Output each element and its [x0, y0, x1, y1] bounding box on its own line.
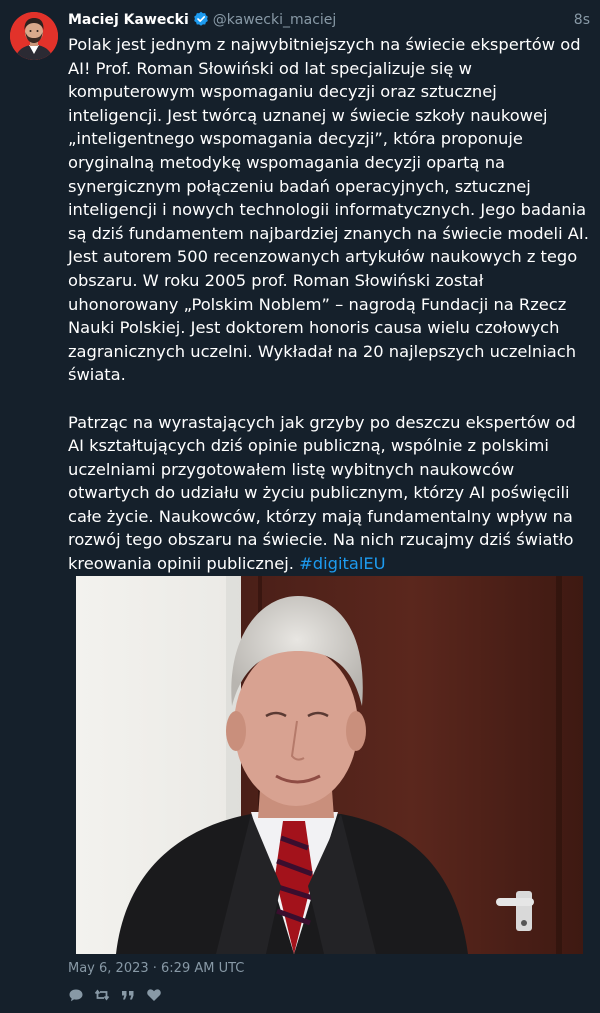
tweet-header: [68, 9, 590, 31]
comment-icon[interactable]: [68, 987, 84, 1003]
tweet-photo[interactable]: [76, 576, 583, 954]
verified-badge-icon: [193, 11, 209, 27]
tweet-text: [68, 33, 590, 576]
tweet-paragraph-2-text: Patrząc na wyrastających jak grzyby po deszczu ekspertów od AI kształtujących dziś opinie publiczną, wspólnie z polskimi uczelniami przygotowałem listę wybitnych naukowców otwartych do udziału w życiu publicznym, którzy AI poświęcili całe życie. Naukowców, którzy mają fundamentalny wpływ na rozwój tego obszaru na świecie. Na nich rzucajmy dziś światło kreowania opinii publicznej.: [68, 412, 576, 574]
tweet-actions: [68, 986, 162, 1004]
author-handle[interactable]: @kawecki_maciej: [212, 12, 337, 28]
heart-icon[interactable]: [146, 987, 162, 1003]
quote-icon[interactable]: [120, 987, 136, 1003]
tweet-timestamp[interactable]: May 6, 2023 · 6:29 AM UTC: [68, 961, 245, 976]
tweet-paragraph-2: [68, 411, 590, 576]
time-ago[interactable]: 8s: [573, 12, 590, 28]
retweet-icon[interactable]: [94, 987, 110, 1003]
hashtag-link[interactable]: #digitalEU: [299, 554, 386, 574]
avatar[interactable]: [10, 12, 58, 60]
tweet-paragraph-1: Polak jest jednym z najwybitniejszych na świecie ekspertów od AI! Prof. Roman Słowiński od lat specjalizuje się w komputerowym wspomaganiu decyzji oraz sztucznej inteligencji. Jest twórcą uznanej w świecie szkoły naukowej „inteligentnego wspomagania decyzji”, która proponuje oryginalną metodykę wspomagania decyzji opartą na synergicznym połączeniu badań operacyjnych, sztucznej inteligencji i nowych technologii informatycznych. Jego badania są dziś fundamentem najbardziej znanych na świecie modeli AI. Jest autorem 500 recenzowanych artykułów naukowych z tego obszaru. W roku 2005 prof. Roman Słowiński został uhonorowany „Polskim Noblem” – nagrodą Fundacji na Rzecz Nauki Polskiej. Jest doktorem honoris causa wielu czołowych zagranicznych uczelni. Wykładał na 20 najlepszych uczelniach świata.: [68, 35, 589, 385]
author-name[interactable]: Maciej Kawecki: [68, 12, 189, 28]
